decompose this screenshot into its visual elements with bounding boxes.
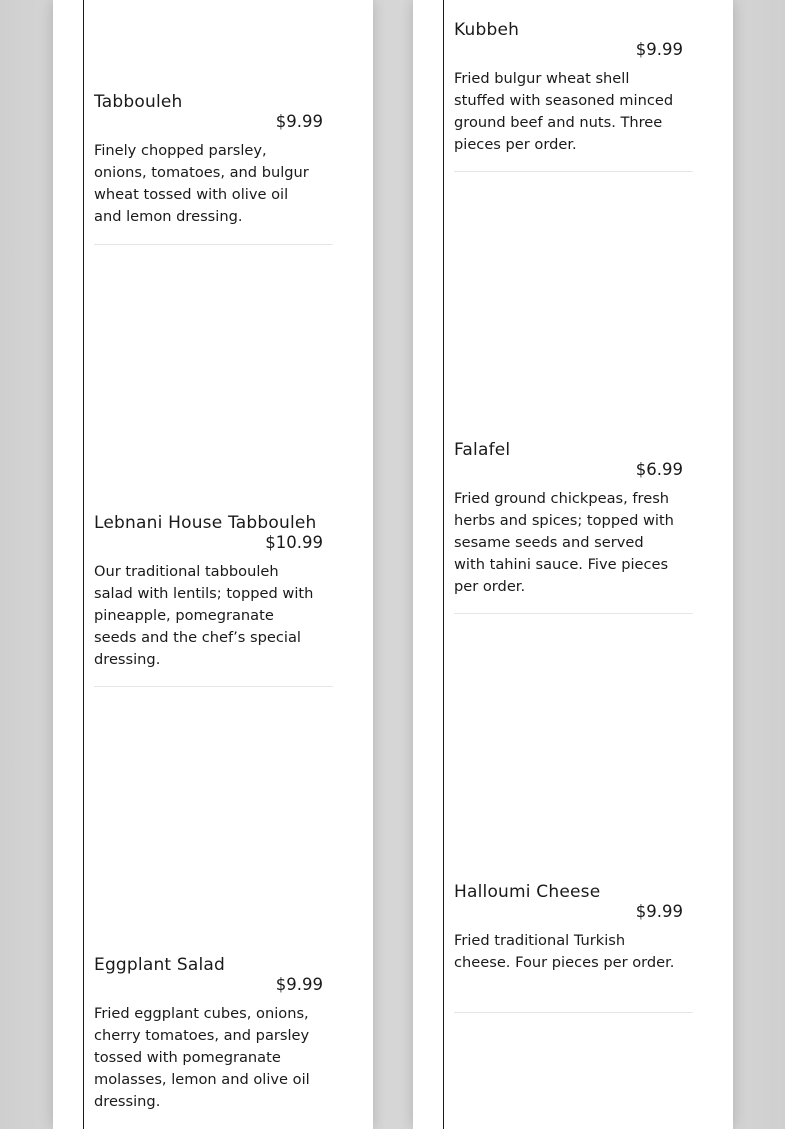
menu-item-name: Eggplant Salad: [94, 955, 226, 975]
menu-item-description: Fried traditional Turkish cheese. Four pieces per order.: [454, 932, 675, 971]
menu-item-description: Our traditional tabbouleh salad with lentils; topped with pineapple, pomegranate seeds and the chef’s special dressing.: [94, 563, 314, 668]
menu-item-description: Finely chopped parsley, onions, tomatoes, and bulgur wheat tossed with olive oil and lemon dressing.: [94, 142, 309, 225]
item-divider: [454, 1012, 693, 1013]
menu-item-price: $10.99: [265, 533, 323, 552]
menu-item-price: $9.99: [635, 902, 683, 921]
item-divider: [94, 244, 333, 245]
menu-item-price: $9.99: [635, 40, 683, 59]
item-divider: [454, 171, 693, 172]
menu-item-name: Kubbeh: [454, 20, 520, 40]
menu-item-name: Halloumi Cheese: [454, 882, 601, 902]
menu-item-description: Fried eggplant cubes, onions, cherry tomatoes, and parsley tossed with pomegranate molasses, lemon and olive oil dressing.: [94, 1005, 310, 1110]
menu-item-description: Fried ground chickpeas, fresh herbs and spices; topped with sesame seeds and served with tahini sauce. Five pieces per order.: [454, 490, 674, 595]
menu-item-name: Lebnani House Tabbouleh: [94, 513, 317, 533]
menu-item-name: Tabbouleh: [94, 92, 183, 112]
menu-column-right: [413, 0, 733, 1129]
menu-item-name: Falafel: [454, 440, 511, 460]
menu-item-price: $9.99: [275, 975, 323, 994]
menu-item-description: Fried bulgur wheat shell stuffed with seasoned minced ground beef and nuts. Three pieces per order.: [454, 70, 674, 153]
menu-item-price: $9.99: [275, 112, 323, 131]
item-divider: [454, 613, 693, 614]
menu-item-price: $6.99: [635, 460, 683, 479]
menu-column-left: [53, 0, 373, 1129]
column-rule: [83, 0, 84, 1129]
column-rule: [443, 0, 444, 1129]
item-divider: [94, 686, 333, 687]
